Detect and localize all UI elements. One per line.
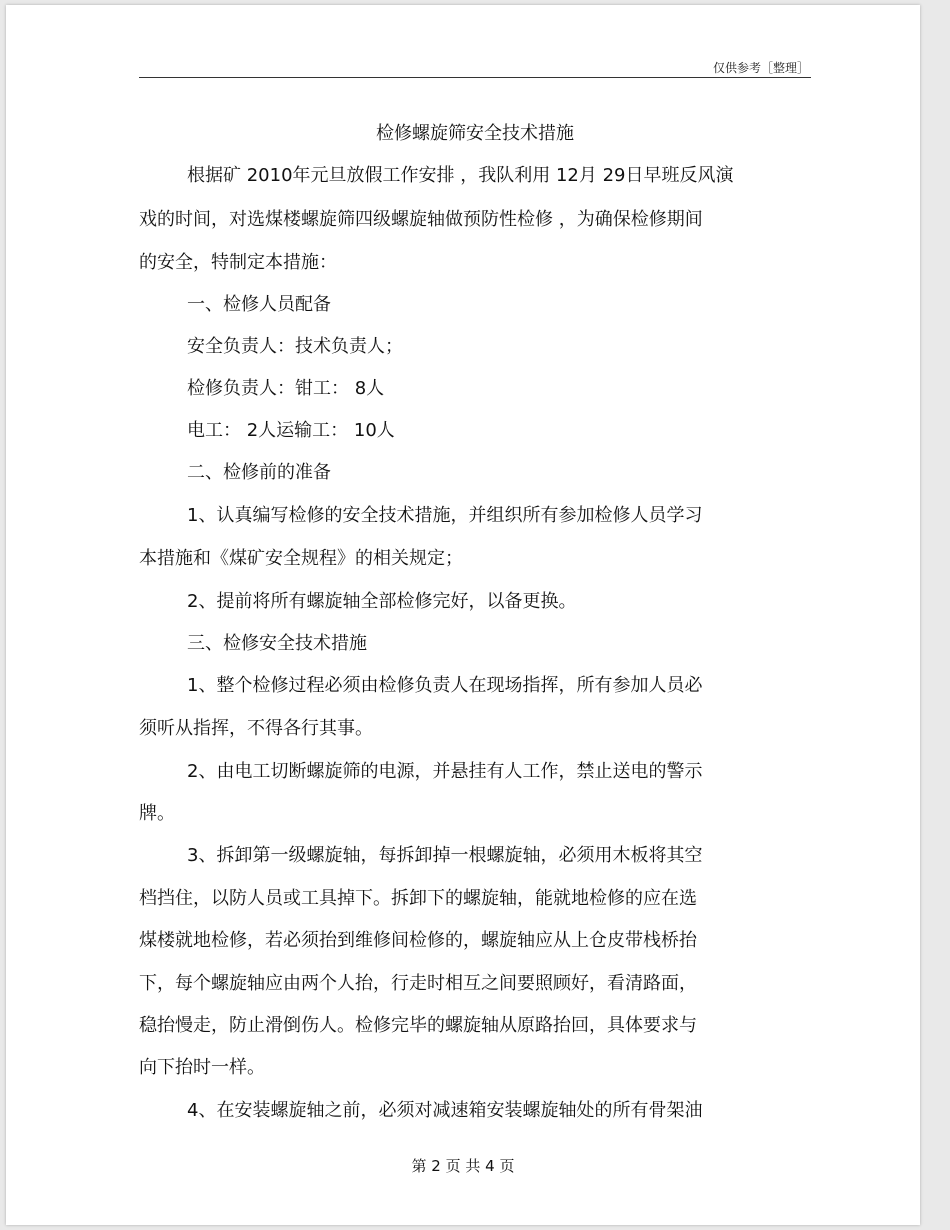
- body-line: 戏的时间，对选煤楼螺旋筛四级螺旋轴做预防性检修 ，为确保检修期间: [139, 209, 703, 230]
- body-line: 4、在安装螺旋轴之前，必须对减速箱安装螺旋轴处的所有骨架油: [187, 1100, 703, 1121]
- body-line: 根据矿 2010年元旦放假工作安排 ，我队利用 12月 29日早班反风演: [187, 165, 734, 186]
- body-line: 检修负责人：钳工： 8人: [187, 378, 385, 399]
- body-line: 安全负责人：技术负责人；: [187, 336, 403, 357]
- body-line: 2、由电工切断螺旋筛的电源，并悬挂有人工作，禁止送电的警示: [187, 761, 703, 782]
- body-line: 煤楼就地检修，若必须抬到维修间检修的，螺旋轴应从上仓皮带栈桥抬: [139, 930, 697, 951]
- body-line: 1、整个检修过程必须由检修负责人在现场指挥，所有参加人员必: [187, 675, 703, 696]
- body-line: 下，每个螺旋轴应由两个人抬，行走时相互之间要照顾好，看清路面，: [139, 973, 697, 994]
- body-line: 三、检修安全技术措施: [187, 633, 367, 654]
- page-number: 第 2 页 共 4 页: [411, 1157, 515, 1175]
- body-line: 3、拆卸第一级螺旋轴，每拆卸掉一根螺旋轴，必须用木板将其空: [187, 845, 703, 866]
- document-title: 检修螺旋筛安全技术措施: [376, 123, 574, 144]
- body-line: 须听从指挥，不得各行其事。: [139, 718, 373, 739]
- body-line: 稳抬慢走，防止滑倒伤人。检修完毕的螺旋轴从原路抬回，具体要求与: [139, 1015, 697, 1036]
- body-line: 电工： 2人运输工： 10人: [187, 420, 395, 441]
- body-line: 的安全，特制定本措施：: [139, 252, 337, 273]
- header-divider: [139, 77, 811, 78]
- body-line: 向下抬时一样。: [139, 1057, 265, 1078]
- body-line: 2、提前将所有螺旋轴全部检修完好，以备更换。: [187, 591, 577, 612]
- header-note: 仅供参考［整理］: [712, 61, 809, 75]
- body-line: 档挡住，以防人员或工具掉下。拆卸下的螺旋轴，能就地检修的应在选: [139, 888, 697, 909]
- body-line: 二、检修前的准备: [187, 462, 331, 483]
- body-line: 一、检修人员配备: [187, 294, 331, 315]
- body-line: 本措施和《煤矿安全规程》的相关规定；: [139, 548, 463, 569]
- body-line: 牌。: [139, 803, 175, 824]
- document-page: [6, 5, 920, 1225]
- body-line: 1、认真编写检修的安全技术措施，并组织所有参加检修人员学习: [187, 505, 703, 526]
